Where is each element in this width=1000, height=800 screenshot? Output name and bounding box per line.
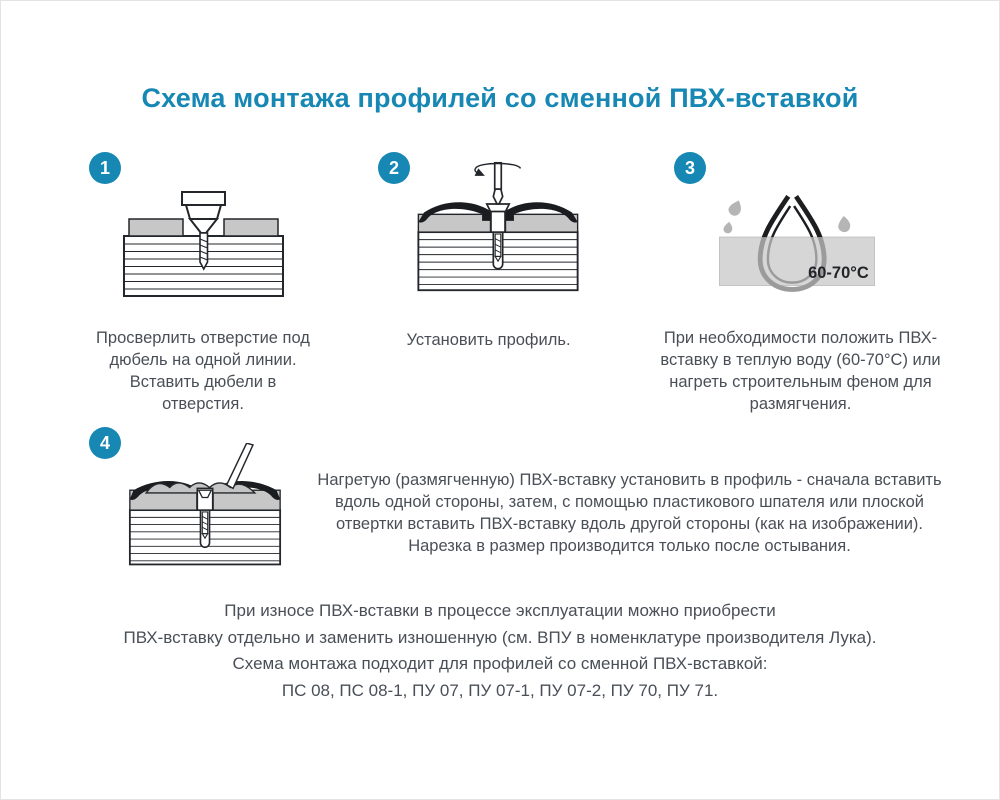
water-droplet-icon <box>723 222 732 233</box>
footer-note <box>1 598 999 704</box>
water-droplet-icon <box>836 215 852 233</box>
drill-cone <box>190 219 217 233</box>
footer-line: ПС 08, ПС 08-1, ПУ 07, ПУ 07-1, ПУ 07-2, ПУ 70, ПУ 71. <box>281 680 719 700</box>
step-3-caption: При необходимости положить ПВХ-вставку в теплую воду (60-70°С) или нагреть строительным феном для размягчения. <box>660 329 941 413</box>
step-4-caption: Нагретую (размягченную) ПВХ-вставку установить в профиль - сначала вставить вдоль одной стороны, затем, с помощью пластикового шпателя или плоской отвертки вставить ПВХ-вставку вдоль другой стороны (как на изображении). Нарезка в размер производится только после остывания. <box>317 471 942 555</box>
step-2-badge: 2 <box>378 152 410 184</box>
top-layer-left <box>418 214 490 232</box>
step-4-badge: 4 <box>89 427 121 459</box>
drill-chuck <box>182 192 225 205</box>
footer-line: При износе ПВХ-вставки в процессе эксплуатации можно приобрести <box>224 601 776 620</box>
footer-line: ПВХ-вставку отдельно и заменить изношенную (см. ВПУ в номенклатуре производителя Лука). <box>123 627 877 647</box>
dowel-collar <box>491 211 505 233</box>
step-3-badge: 3 <box>674 152 706 184</box>
screw-head <box>487 204 509 211</box>
top-layer-left <box>129 219 183 236</box>
step-4-insert-diagram <box>119 443 291 570</box>
water-droplet-icon <box>727 199 743 217</box>
step-3-warm-water-diagram <box>700 177 894 303</box>
top-layer-right <box>505 214 577 232</box>
driver-tip <box>493 189 502 204</box>
step-1-drill-diagram <box>121 187 286 299</box>
driver-shaft <box>495 163 502 189</box>
step-2-profile-diagram <box>409 157 587 296</box>
water-temp-label: 60-70°C <box>808 263 869 282</box>
footer-line: Схема монтажа подходит для профилей со сменной ПВХ-вставкой: <box>232 654 768 673</box>
step-2-caption: Установить профиль. <box>406 331 571 349</box>
top-layer-right <box>224 219 278 236</box>
step-1-caption: Просверлить отверстие под дюбель на одной линии. Вставить дюбели в отверстия. <box>96 329 310 413</box>
page-title: Схема монтажа профилей со сменной ПВХ-вставкой <box>141 83 859 113</box>
drill-collar <box>186 205 221 219</box>
step-1-badge: 1 <box>89 152 121 184</box>
